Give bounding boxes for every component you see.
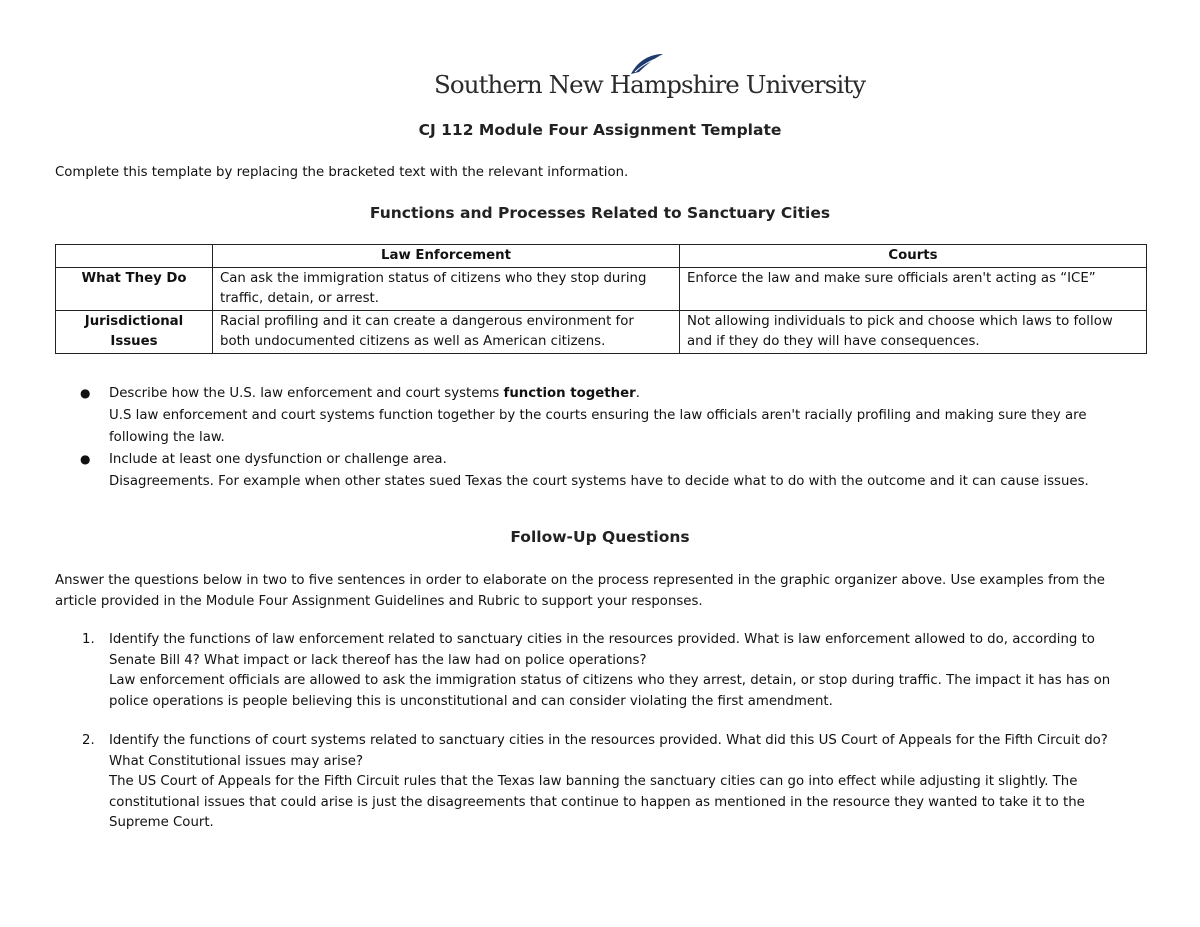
cell-line: Enforce the law and make sure officials aren't acting as “ICE” [687, 270, 1096, 286]
table-cell [213, 310, 680, 353]
prompt-bold: function together [503, 386, 636, 401]
leaf-icon [629, 52, 665, 76]
cell-line: Racial profiling and it can create a dangerous environment for [220, 313, 634, 329]
logo-text: Southern New Hampshire University [434, 70, 866, 99]
sanctuary-table [55, 244, 1147, 354]
answer-line: constitutional issues that could arise is just the disagreements that continue to happen as mentioned in the resource they wanted to take it to the [109, 794, 1085, 810]
bullet-answer-line: U.S law enforcement and court systems function together by the courts ensuring the law officials aren't racially profiling and making sure they are [109, 408, 1087, 423]
bullet-answer: Disagreements. For example when other states sued Texas the court systems have to decide what to do with the outcome and it can cause issues. [109, 474, 1089, 489]
intro-line: Answer the questions below in two to five sentences in order to elaborate on the process represented in the graphic organizer above. Use examples from the [55, 573, 1105, 588]
question-line: Identify the functions of law enforcement related to sanctuary cities in the resources provided. What is law enforcement allowed to do, according to [109, 632, 1095, 647]
table-header-law-enforcement: Law Enforcement [213, 245, 680, 268]
page-title: CJ 112 Module Four Assignment Template [418, 121, 782, 139]
table-cell [213, 267, 680, 310]
answer-line: police operations is people believing this is unconstitutional and can consider violating the first amendment. [109, 693, 833, 709]
table-header-row [56, 245, 1147, 268]
intro-line: article provided in the Module Four Assignment Guidelines and Rubric to support your responses. [55, 594, 703, 609]
intro-text: Complete this template by replacing the bracketed text with the relevant information. [55, 165, 629, 180]
section2-heading: Follow-Up Questions [510, 528, 690, 546]
question-line: Identify the functions of court systems related to sanctuary cities in the resources provided. What did this US Court of Appeals for the Fifth Circuit do? [109, 733, 1108, 748]
section2-intro [55, 570, 1105, 612]
question-item [109, 630, 1110, 712]
bullet-item [109, 383, 1087, 449]
question-number: 2. [82, 733, 95, 748]
university-logo [434, 52, 866, 104]
table-row [56, 310, 1147, 353]
bullet-prompt [109, 383, 1087, 405]
cell-line: Can ask the immigration status of citizens who they stop during [220, 270, 647, 286]
section1-heading: Functions and Processes Related to Sanctuary Cities [369, 204, 831, 222]
prompt-end: . [635, 386, 640, 401]
table-cell [680, 267, 1147, 310]
question-number: 1. [82, 632, 95, 647]
cell-line: and if they do they will have consequences. [687, 334, 980, 349]
cell-line: Not allowing individuals to pick and choose which laws to follow [687, 313, 1113, 329]
table-cell [680, 310, 1147, 353]
row-label-what-they-do: What They Do [56, 267, 213, 310]
bullet-prompt: Include at least one dysfunction or challenge area. [109, 452, 447, 467]
row-label-jurisdictional-issues: Jurisdictional Issues [56, 310, 213, 353]
answer-line: The US Court of Appeals for the Fifth Circuit rules that the Texas law banning the sanctuary cities can go into effect while adjusting it slightly. The [109, 774, 1078, 789]
prompt-text: Describe how the U.S. law enforcement and court systems [109, 386, 504, 401]
question-line: Senate Bill 4? What impact or lack thereof has the law had on police operations? [109, 652, 647, 668]
cell-line: traffic, detain, or arrest. [220, 291, 379, 306]
cell-line: both undocumented citizens as well as American citizens. [220, 334, 606, 349]
table-header-courts: Courts [680, 245, 1147, 268]
answer-line: Law enforcement officials are allowed to ask the immigration status of citizens who they arrest, detain, or stop during traffic. The impact it has has on [109, 673, 1111, 688]
bullet-icon: ● [80, 452, 91, 466]
table-header-empty [56, 245, 213, 268]
question-line: What Constitutional issues may arise? [109, 753, 364, 769]
bullet-item [109, 449, 1089, 493]
answer-line: Supreme Court. [109, 815, 214, 830]
question-item [109, 731, 1108, 834]
table-row [56, 267, 1147, 310]
bullet-answer-line: following the law. [109, 430, 225, 445]
bullet-icon: ● [80, 386, 91, 400]
